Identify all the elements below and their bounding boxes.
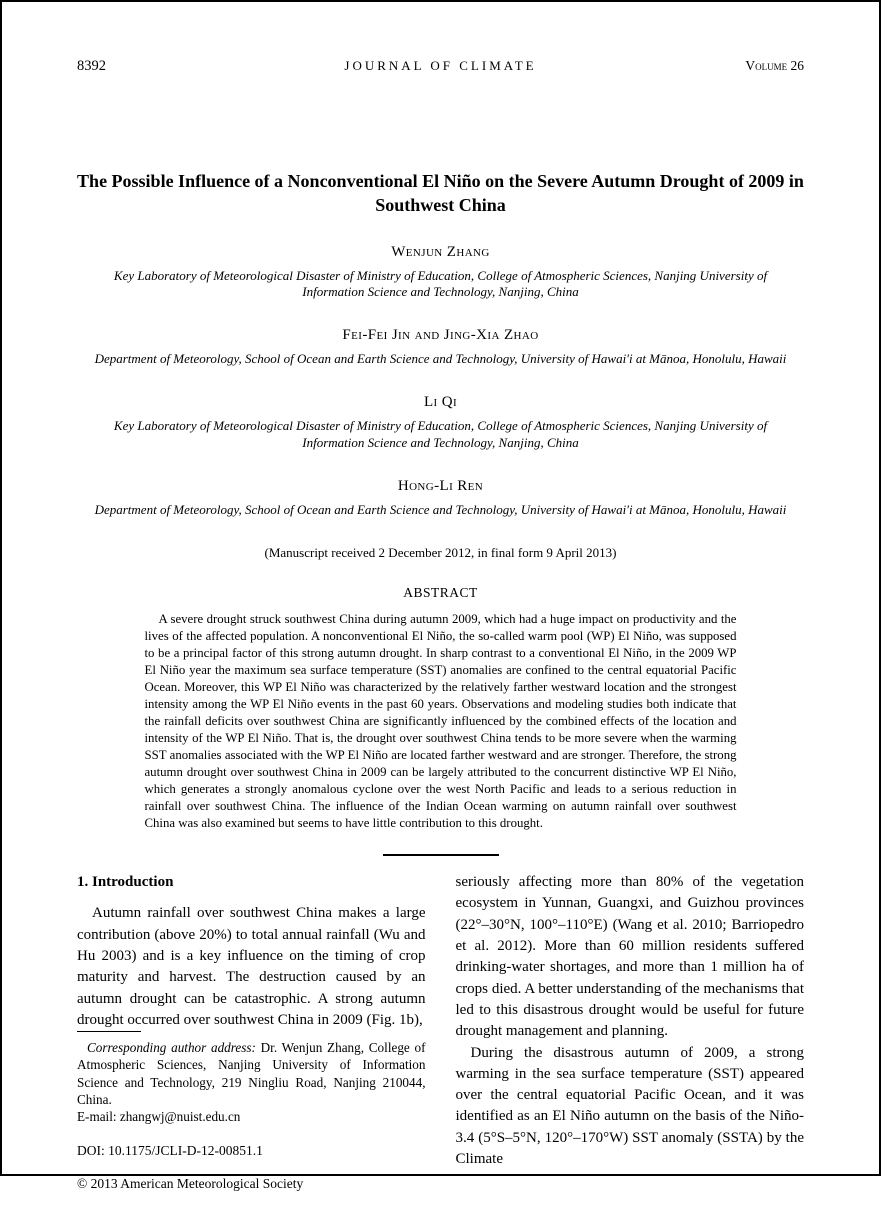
copyright-line: © 2013 American Meteorological Society [77, 1176, 304, 1192]
corresponding-author-address: Dr. Wenjun Zhang, College of Atmospheric Sciences, Nanjing University of Information Science and Technology, 219 Ningliu Road, Nanjing 210044, China. [77, 1040, 426, 1107]
manuscript-history-note: (Manuscript received 2 December 2012, in final form 9 April 2013) [264, 544, 617, 560]
left-column [77, 872, 426, 1192]
corresponding-author-note [77, 1039, 426, 1108]
volume-label: Volume 26 [745, 58, 804, 73]
right-column-paragraph-1: seriously affecting more than 80% of the vegetation ecosystem in Yunnan, Guangxi, and Guizhou provinces (22°–30°N, 100°–110°E) (Wang et al. 2010; Barriopedro et al. 2012). More than 60 million residents suffered drinking-water shortages, and more than 1 million ha of crops died. A better understanding of the mechanisms that led to this disastrous drought would be useful for future drought management and planning. [455, 874, 804, 1040]
author-affiliation-3: Key Laboratory of Meteorological Disaster of Ministry of Education, College of Atmospheric Sciences, Nanjing University of Information Science and Technology, Nanjing, China [113, 418, 768, 451]
journal-title: JOURNAL OF CLIMATE [344, 58, 537, 73]
corresponding-author-label: Corresponding author address: [87, 1040, 256, 1056]
author-affiliation-4: Department of Meteorology, School of Ocean and Earth Science and Technology, University of Hawai'i at Mānoa, Honolulu, Hawaii [94, 502, 787, 518]
page-number: 8392 [77, 58, 106, 74]
author-name-2: Fei-Fei Jin and Jing-Xia Zhao [342, 327, 539, 344]
author-name-1: Wenjun Zhang [391, 243, 490, 260]
left-column-bottom-block [77, 1031, 426, 1205]
right-column-paragraph-2: During the disastrous autumn of 2009, a strong warming in the sea surface temperature (SST) appeared over the central equatorial Pacific Ocean, and it was identified as an El Niño autumn on the basis of the Niño-3.4 (5°S–5°N, 120°–170°W) SST anomaly (SSTA) by the Climate [455, 1044, 804, 1167]
doi-line: DOI: 10.1175/JCLI-D-12-00851.1 [77, 1143, 263, 1158]
footnote-rule [77, 1031, 141, 1032]
abstract-heading: ABSTRACT [403, 584, 478, 600]
section-divider-rule [383, 854, 499, 856]
right-column [456, 872, 805, 1174]
author-affiliation-2: Department of Meteorology, School of Ocean and Earth Science and Technology, University of Hawai'i at Mānoa, Honolulu, Hawaii [94, 351, 787, 367]
corresponding-author-email: E-mail: zhangwj@nuist.edu.cn [77, 1108, 241, 1124]
abstract-text: A severe drought struck southwest China during autumn 2009, which had a huge impact on productivity and the lives of the affected population. A nonconventional El Niño, the so-called warm pool (WP) El Niño, was supposed to be a principal factor of this strong autumn drought. In sharp contrast to a conventional El Niño, in the 2009 WP El Niño year the maximum sea surface temperature (SST) anomalies are confined to the central equatorial Pacific Ocean. Moreover, this WP El Niño was characterized by the relatively farther westward location and the strongest intensity among the WP El Niño events in the past 60 years. Observations and modeling studies both indicate that the rainfall deficits over southwest China are significantly influenced by the combined effects of the location and intensity of the WP El Niño. That is, the drought over southwest China tends to be more severe when the warming SST anomalies associated with the WP El Niño are located farther westward and are stronger. Therefore, the strong autumn drought over southwest China in 2009 can be largely attributed to the concurrent distinctive WP El Niño, which generates a strongly anomalous cyclone over the west North Pacific and leads to a serious reduction in rainfall over southwest China. The influence of the Indian Ocean warming on autumn rainfall over southwest China was also examined but seems to have little contribution to this drought. [144, 611, 737, 831]
author-name-3: Li Qi [423, 394, 458, 411]
author-name-4: Hong-Li Ren [397, 478, 484, 495]
intro-paragraph: Autumn rainfall over southwest China makes a large contribution (above 20%) to total annual rainfall (Wu and Hu 2003) and is a key influence on the timing of crop maturity and harvest. The destruction caused by an autumn drought can be catastrophic. A strong autumn drought occurred over southwest China in 2009 (Fig. 1b), [77, 905, 426, 1028]
running-head [77, 58, 804, 75]
paper-title: The Possible Influence of a Nonconventional El Niño on the Severe Autumn Drought of 2009 in Southwest China [77, 171, 804, 216]
section-heading-introduction: 1. Introduction [77, 874, 174, 891]
two-column-body [77, 872, 804, 1192]
author-affiliation-1: Key Laboratory of Meteorological Disaster of Ministry of Education, College of Atmospheric Sciences, Nanjing University of Information Science and Technology, Nanjing, China [113, 267, 768, 300]
